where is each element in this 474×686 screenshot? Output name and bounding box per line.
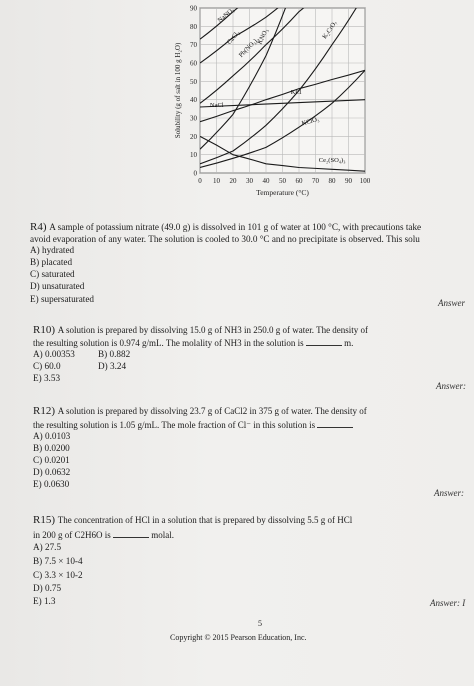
y-tick-label: 10 xyxy=(190,151,197,160)
r4-option-a: A) hydrated xyxy=(30,245,75,255)
page-number: 5 xyxy=(258,619,262,628)
r15-option-e: E) 1.3 xyxy=(33,596,56,606)
x-tick-label: 20 xyxy=(229,177,237,185)
r12-text-line1: A solution is prepared by dissolving 23.7 g of CaCl2 in 375 g of water. The density of xyxy=(57,406,367,416)
x-tick-label: 100 xyxy=(359,177,371,185)
y-tick-label: 30 xyxy=(190,114,197,123)
r15-answer-label: Answer: I xyxy=(430,598,466,608)
r15-option-b: B) 7.5 × 10-4 xyxy=(33,556,83,566)
r10-answer-label: Answer: xyxy=(436,381,466,391)
r12-text-line2a: the resulting solution is 1.05 g/mL. The mole fraction of Cl⁻ in this solution is xyxy=(33,420,316,430)
r4-option-d: D) unsaturated xyxy=(30,281,85,291)
r15-question xyxy=(33,515,352,526)
r4-option-e: E) supersaturated xyxy=(30,294,95,304)
y-tick-label: 40 xyxy=(190,96,197,105)
x-tick-label: 50 xyxy=(279,177,286,185)
y-tick-label: 50 xyxy=(190,77,197,86)
r12-option-d: D) 0.0632 xyxy=(33,467,71,477)
r4-option-b: B) placated xyxy=(30,257,73,267)
r4-text-line1: A sample of potassium nitrate (49.0 g) is dissolved in 101 g of water at 100 °C, with precautions take xyxy=(49,222,422,232)
r15-option-a: A) 27.5 xyxy=(33,542,62,552)
series-label-3: KNO₃ xyxy=(256,27,270,46)
r15-text-line2b: molal. xyxy=(151,530,175,540)
r10-answer-blank[interactable] xyxy=(306,337,342,346)
r12-option-b: B) 0.0200 xyxy=(33,443,70,453)
y-tick-label: 90 xyxy=(190,4,197,13)
copyright-notice: Copyright © 2015 Pearson Education, Inc. xyxy=(170,633,307,642)
y-axis-label: Solubility (g of salt in 100 g H₂O) xyxy=(174,42,182,139)
r15-text-line2a: in 200 g of C2H6O is xyxy=(33,530,111,540)
r10-option-b: B) 0.882 xyxy=(98,349,131,359)
r10-option-c: C) 60.0 xyxy=(33,361,61,371)
r4-answer-label: Answer xyxy=(438,298,465,308)
r4-option-c: C) saturated xyxy=(30,269,75,279)
r10-question xyxy=(33,325,368,336)
r15-label: R15) xyxy=(33,514,55,526)
x-tick-label: 30 xyxy=(246,177,253,185)
series-label-7: KClO₃ xyxy=(301,115,321,128)
x-tick-label: 10 xyxy=(213,177,220,185)
r10-text-line2a: the resulting solution is 0.974 g/mL. The molality of NH3 in the solution is xyxy=(33,338,304,348)
r10-option-e: E) 3.53 xyxy=(33,373,61,383)
r4-label: R4) xyxy=(30,221,47,233)
y-tick-label: 60 xyxy=(190,59,197,68)
r12-text-line2 xyxy=(33,419,353,431)
series-label-8: Ce₂(SO₄)₃ xyxy=(318,157,346,164)
series-label-4: NaCl xyxy=(209,102,224,109)
r10-text-line2b: m. xyxy=(344,338,354,348)
x-tick-label: 60 xyxy=(295,177,303,185)
r12-label: R12) xyxy=(33,405,55,417)
r12-option-a: A) 0.0103 xyxy=(33,431,71,441)
r15-option-d: D) 0.75 xyxy=(33,583,62,593)
r10-label: R10) xyxy=(33,324,55,336)
r15-text-line1: The concentration of HCl in a solution that is prepared by dissolving 5.5 g of HCl xyxy=(57,515,353,525)
series-label-1: CaCl₂ xyxy=(225,29,242,46)
r4-question xyxy=(30,222,421,233)
x-tick-label: 90 xyxy=(345,177,352,185)
r12-option-e: E) 0.0630 xyxy=(33,479,70,489)
y-tick-label: 70 xyxy=(190,41,197,50)
y-tick-label: 0 xyxy=(193,169,197,178)
r10-option-d: D) 3.24 xyxy=(98,361,127,371)
series-label-0: NaNO₃ xyxy=(216,6,236,25)
solubility-chart xyxy=(160,0,390,205)
r10-text-line1: A solution is prepared by dissolving 15.0 g of NH3 in 250.0 g of water. The density of xyxy=(57,325,369,335)
r4-text-line2: avoid evaporation of any water. The solution is cooled to 30.0 °C and no precipitate is observed. This solu xyxy=(30,234,420,244)
series-label-2: Pb(NO₃)₂ xyxy=(237,36,261,59)
x-tick-label: 0 xyxy=(198,177,202,185)
x-tick-label: 80 xyxy=(328,177,336,185)
r12-answer-label: Answer: xyxy=(434,488,464,498)
r12-answer-blank[interactable] xyxy=(317,419,353,428)
r15-option-c: C) 3.3 × 10-2 xyxy=(33,570,83,580)
r12-question xyxy=(33,406,367,417)
x-tick-label: 40 xyxy=(262,177,270,185)
r12-option-c: C) 0.0201 xyxy=(33,455,70,465)
y-tick-label: 20 xyxy=(190,132,197,141)
r15-answer-blank[interactable] xyxy=(113,529,149,538)
solubility-chart-svg xyxy=(160,0,390,205)
r10-text-line2 xyxy=(33,337,353,349)
series-label-6: K₂CrO₇ xyxy=(321,19,339,41)
r10-option-a: A) 0.00353 xyxy=(33,349,75,359)
series-label-5: KCl xyxy=(290,89,302,97)
x-tick-label: 70 xyxy=(312,177,319,185)
x-axis-label: Temperature (°C) xyxy=(256,188,309,197)
r15-text-line2 xyxy=(33,529,174,541)
y-tick-label: 80 xyxy=(190,22,197,31)
